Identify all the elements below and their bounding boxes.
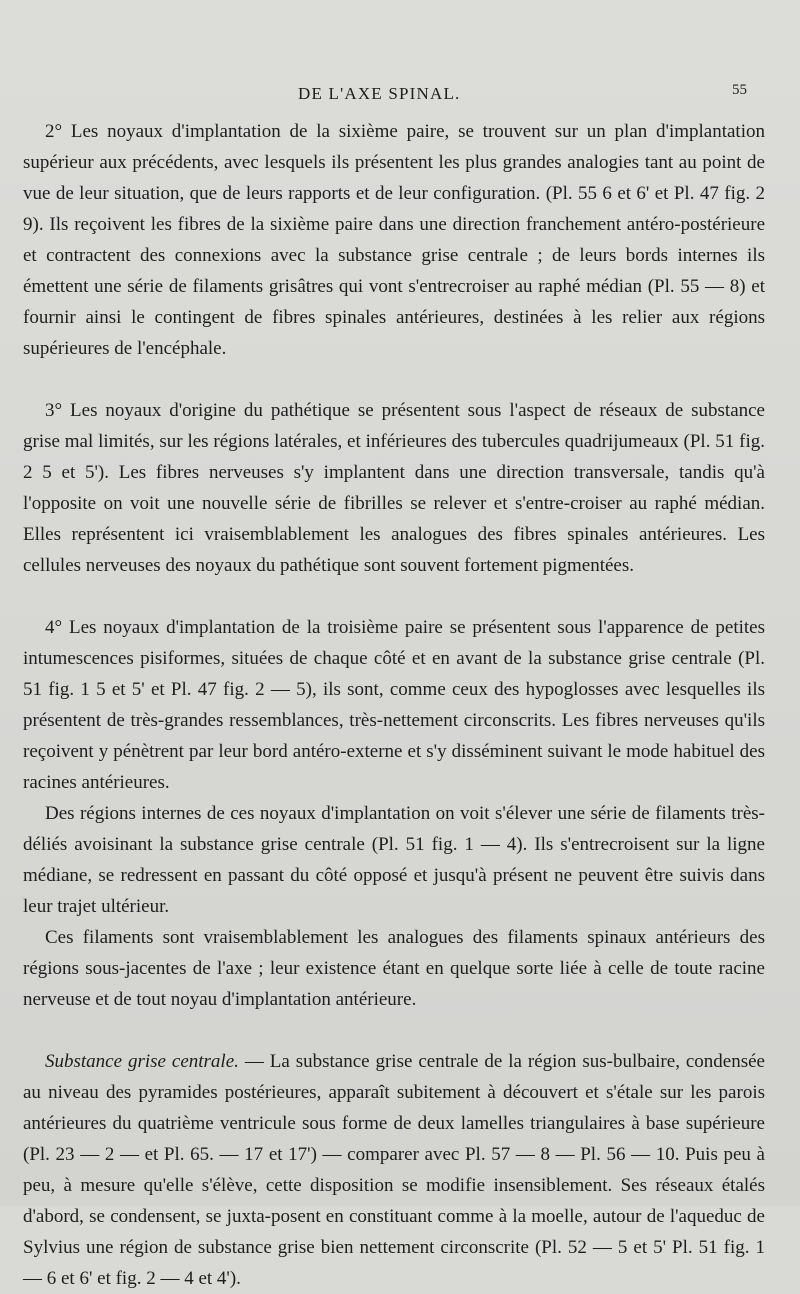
- paragraph-substance-grise: [23, 1046, 765, 1294]
- paragraph-internal-regions: Des régions internes de ces noyaux d'implantation on voit s'élever une série de filaments très-déliés avoisinant la substance grise centrale (Pl. 51 fig. 1 — 4). Ils s'entrecroisent sur la ligne médiane, se redressent en passant du côté opposé et jusqu'à présent ne peuvent être suivis dans leur trajet ultérieur.: [23, 803, 765, 917]
- page-number: 55: [732, 82, 747, 98]
- running-title: DE L'AXE SPINAL.: [298, 84, 461, 103]
- section-lead-italic: Substance grise centrale.: [45, 1051, 239, 1072]
- body-text: [23, 116, 765, 1294]
- paragraph-third-pair: 4° Les noyaux d'implantation de la troisième paire se présentent sous l'apparence de petites intumescences pisiformes, situées de chaque côté et en avant de la substance grise centrale (Pl. 51 fig. 1 5 et 5' et Pl. 47 fig. 2 — 5), ils sont, comme ceux des hypoglosses avec lesquelles ils présentent de très-grandes ressemblances, très-nettement circonscrits. Les fibres nerveuses qu'ils reçoivent y pénètrent par leur bord antéro-externe et s'y disséminent suivant le mode habituel des racines antérieures.: [23, 617, 765, 793]
- running-header: [0, 84, 800, 108]
- paragraph-filaments: Ces filaments sont vraisemblablement les analogues des filaments spinaux antérieurs des régions sous-jacentes de l'axe ; leur existence étant en quelque sorte liée à celle de toute racine nerveuse et de tout noyau d'implantation antérieure.: [23, 927, 765, 1010]
- section-body-text: — La substance grise centrale de la région sus-bulbaire, condensée au niveau des pyramides postérieures, apparaît subitement à découvert et s'étale sur les parois antérieures du quatrième ventricule sous forme de deux lamelles triangulaires à base supérieure (Pl. 23 — 2 — et Pl. 65. — 17 et 17') — comparer avec Pl. 57 — 8 — Pl. 56 — 10. Puis peu à peu, à mesure qu'elle s'élève, cette disposition se modifie insensiblement. Ses réseaux étalés d'abord, se condensent, se juxta-posent en constituant comme à la moelle, autour de l'aqueduc de Sylvius une région de substance grise bien nettement circonscrite (Pl. 52 — 5 et 5' Pl. 51 fig. 1 — 6 et 6' et fig. 2 — 4 et 4').: [23, 1051, 765, 1289]
- paragraph-sixth-pair: 2° Les noyaux d'implantation de la sixième paire, se trouvent sur un plan d'implantation supérieur aux précédents, avec lesquels ils présentent les plus grandes analogies tant au point de vue de leur situation, que de leurs rapports et de leur configuration. (Pl. 55 6 et 6' et Pl. 47 fig. 2 9). Ils reçoivent les fibres de la sixième paire dans une direction franchement antéro-postérieure et contractent des connexions avec la substance grise centrale ; de leurs bords internes ils émettent une série de filaments grisâtres qui vont s'entrecroiser au raphé médian (Pl. 55 — 8) et fournir ainsi le contingent de fibres spinales antérieures, destinées à les relier aux régions supérieures de l'encéphale.: [23, 121, 765, 359]
- paragraph-pathetique: 3° Les noyaux d'origine du pathétique se présentent sous l'aspect de réseaux de substance grise mal limités, sur les régions latérales, et inférieures des tubercules quadrijumeaux (Pl. 51 fig. 2 5 et 5'). Les fibres nerveuses s'y implantent dans une direction transversale, tandis qu'à l'opposite on voit une nouvelle série de fibrilles se relever et s'entre-croiser au raphé médian. Elles représentent ici vraisemblablement les analogues des fibres spinales antérieures. Les cellules nerveuses des noyaux du pathétique sont souvent fortement pigmentées.: [23, 400, 765, 576]
